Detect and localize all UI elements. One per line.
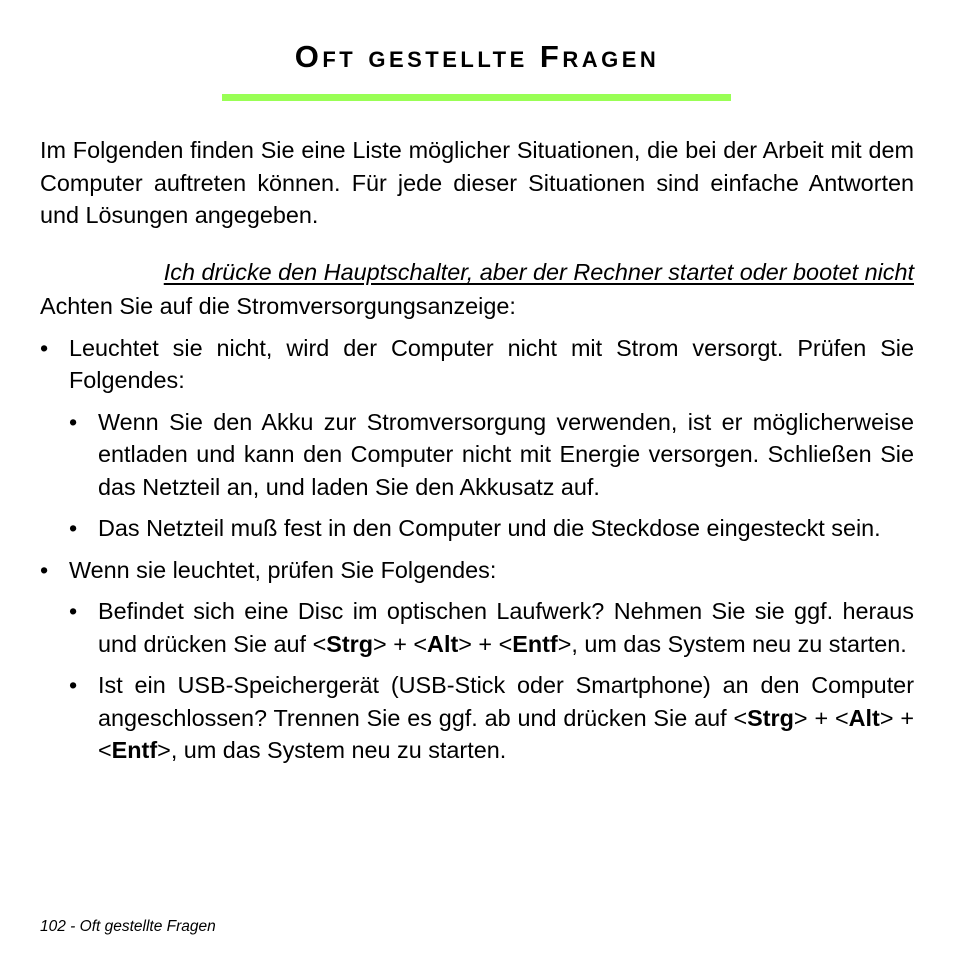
key-lt: <	[834, 704, 849, 731]
title-underline	[222, 94, 731, 101]
key-plus: +	[471, 630, 499, 657]
key-gt: >	[373, 630, 387, 657]
list-item	[40, 332, 914, 545]
sub-list-item-text-after: , um das System neu zu starten.	[170, 737, 507, 763]
sub-list	[69, 595, 914, 767]
key-plus: +	[807, 704, 835, 731]
key-plus: +	[893, 704, 914, 731]
key-gt: >	[793, 704, 808, 731]
bullet-icon: •	[69, 515, 78, 541]
key-entf: Entf	[111, 737, 158, 763]
key-gt: >	[458, 630, 472, 657]
key-gt: >	[879, 704, 894, 731]
answer-list	[40, 332, 914, 767]
lead-text: Achten Sie auf die Stromversorgungsanzeige:	[40, 293, 516, 319]
sub-list-item-text-before: Ist ein USB-Speichergerät (USB-Stick oder Smartphone) an den Computer angeschlossen? Trennen Sie es ggf. ab und drücken Sie auf	[98, 672, 914, 731]
list-item-text: Wenn sie leuchtet, prüfen Sie Folgendes:	[69, 556, 497, 583]
key-lt: <	[498, 630, 513, 657]
bullet-icon: •	[69, 408, 78, 435]
key-entf: Entf	[512, 630, 558, 657]
sub-list-item-text	[98, 595, 914, 660]
sub-list-item-text: Das Netzteil muß fest in den Computer und die Steckdose eingesteckt sein.	[98, 515, 881, 541]
bullet-icon: •	[69, 598, 78, 624]
sub-list-item	[69, 512, 914, 545]
bullet-icon: •	[40, 334, 49, 361]
sub-list-item	[69, 406, 914, 504]
key-gt: >	[557, 630, 572, 657]
question-heading: Ich drücke den Hauptschalter, aber der Rechner startet oder bootet nicht	[163, 258, 914, 285]
key-alt: Alt	[427, 630, 459, 657]
key-lt: <	[312, 630, 327, 657]
key-plus: +	[386, 630, 414, 657]
bullet-icon: •	[69, 672, 78, 698]
intro-paragraph: Im Folgenden finden Sie eine Liste möglicher Situationen, die bei der Arbeit mit dem Computer auftreten können. Für jede dieser Situationen sind einfache Antworten und Lösungen angegeben.	[40, 137, 914, 228]
key-strg: Strg	[326, 630, 374, 657]
page-content	[40, 134, 914, 776]
key-lt: <	[98, 737, 112, 763]
list-item	[40, 554, 914, 767]
list-item-text: Leuchtet sie nicht, wird der Computer nicht mit Strom versorgt. Prüfen Sie Folgendes:	[69, 334, 914, 393]
sub-list-item	[69, 669, 914, 767]
sub-list-item-text-before: Befindet sich eine Disc im optischen Laufwerk? Nehmen Sie sie ggf. heraus und drücken Sie auf	[98, 598, 914, 657]
key-strg: Strg	[747, 704, 794, 731]
bullet-icon: •	[40, 556, 49, 583]
sub-list	[69, 406, 914, 545]
page-title: Oft gestellte Fragen	[294, 39, 660, 74]
key-gt: >	[157, 737, 171, 763]
sub-list-item-text	[98, 669, 914, 767]
page-footer: 102 - Oft gestellte Fragen	[40, 918, 216, 935]
sub-list-item-text-after: , um das System neu zu starten.	[571, 630, 907, 657]
key-lt: <	[413, 630, 428, 657]
key-alt: Alt	[848, 704, 880, 731]
key-lt: <	[733, 704, 748, 731]
sub-list-item-text: Wenn Sie den Akku zur Stromversorgung verwenden, ist er möglicherweise entladen und kann den Computer nicht mit Energie versorgen. Schließen Sie das Netzteil an, und laden Sie den Akkusatz auf.	[98, 408, 914, 500]
sub-list-item	[69, 595, 914, 660]
